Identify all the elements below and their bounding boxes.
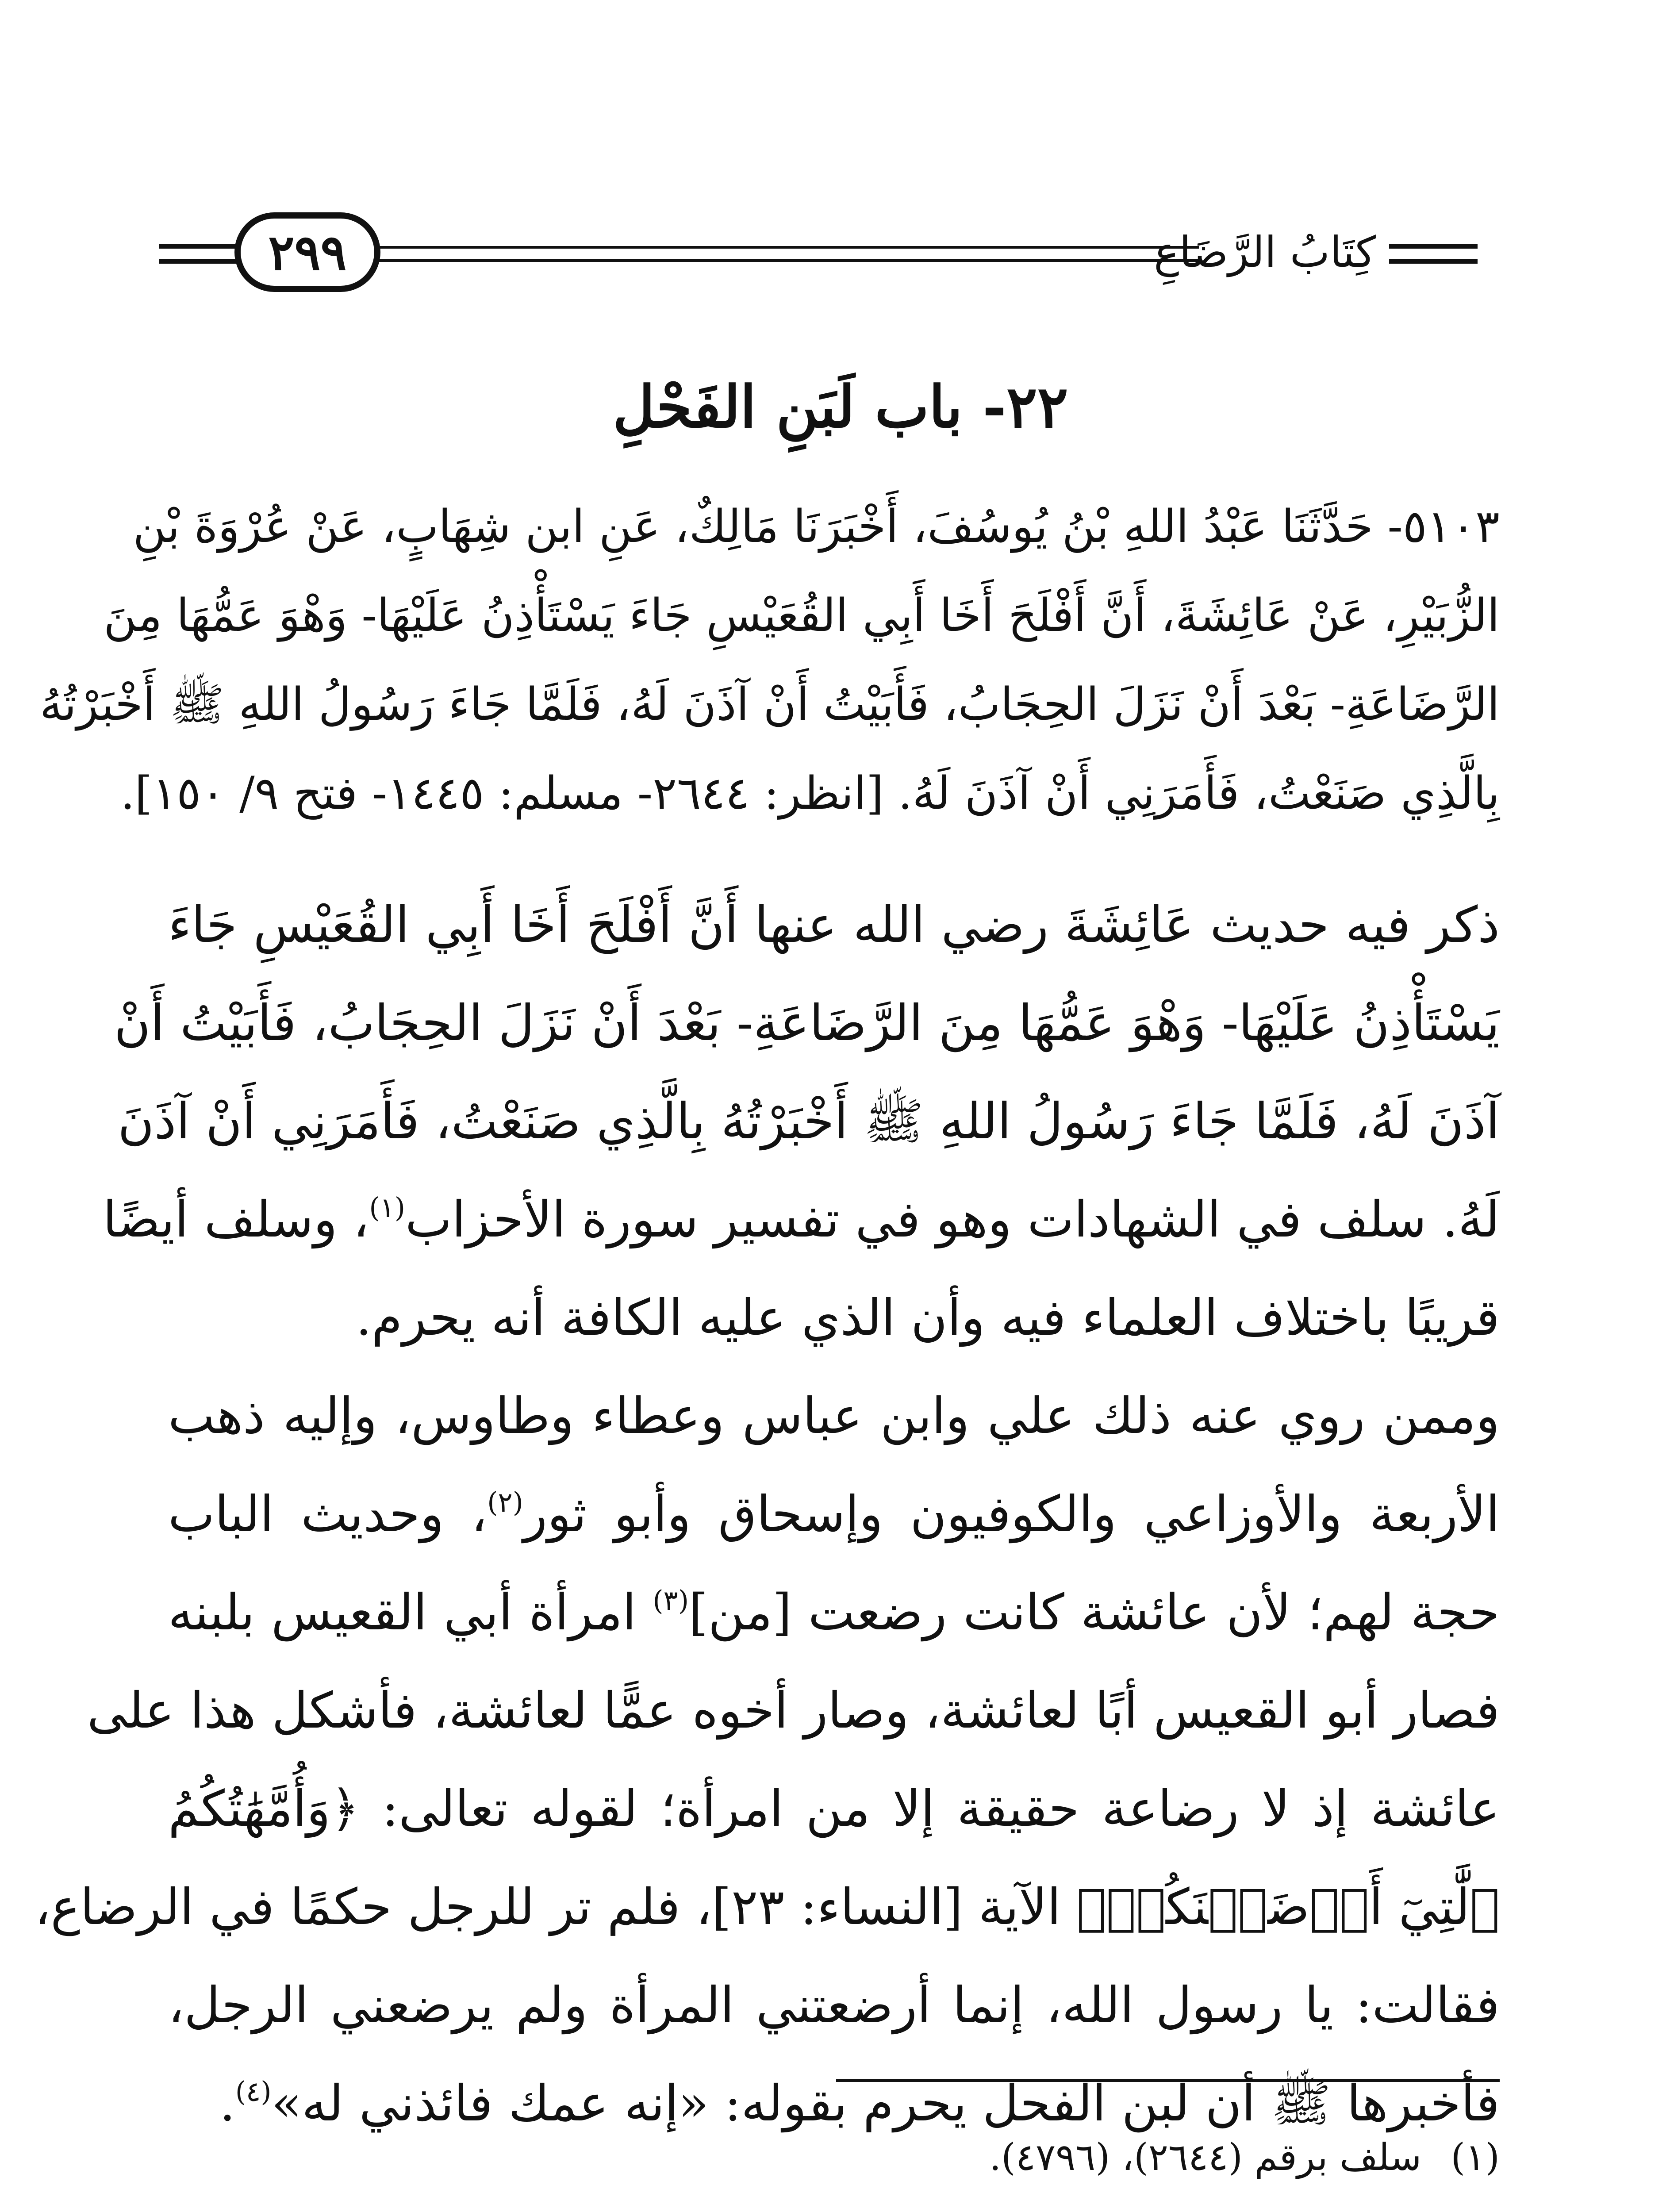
- commentary-line: فقالت: يا رسول الله، إنما أرضعتني المرأة ولم يرضعني الرجل،: [168, 1977, 1500, 2034]
- commentary-line: ذكر فيه حديث عَائِشَةَ رضي الله عنها أَنَّ أَفْلَحَ أَخَا أَبِي القُعَيْسِ جَاءَ: [168, 896, 1500, 954]
- footnote-1: [168, 2119, 1500, 2195]
- footnote-ref[interactable]: (١): [369, 1191, 406, 1224]
- header-rule-middle: [376, 246, 1199, 262]
- commentary-line: ٱلَّٰتِيٓ أَرۡضَعۡنَكُمۡ﴾ الآية [النساء: ٢٣]، فلم تر للرجل حكمًا في الرضاع،: [35, 1878, 1500, 1936]
- commentary-text-run: .: [219, 2075, 235, 2132]
- header-rule-right: [1389, 244, 1478, 264]
- hadith-line: الرَّضَاعَةِ- بَعْدَ أَنْ نَزَلَ الحِجَابُ، فَأَبَيْتُ أَنْ آذَنَ لَهُ، فَلَمَّا جَاءَ رَسُولُ اللهِ ﷺ أَخْبَرْتُهُ: [39, 678, 1500, 731]
- running-title: كِتَابُ الرَّضَاعِ: [1154, 227, 1376, 277]
- commentary-text-run: لَهُ. سلف في الشهادات وهو في تفسير سورة الأحزاب: [405, 1191, 1500, 1248]
- hadith-line: ٥١٠٣- حَدَّثَنَا عَبْدُ اللهِ بْنُ يُوسُفَ، أَخْبَرَنَا مَالِكٌ، عَنِ ابن شِهَابٍ، عَنْ عُرْوَةَ بْنِ: [133, 500, 1500, 553]
- commentary-line: آذَنَ لَهُ، فَلَمَّا جَاءَ رَسُولُ اللهِ ﷺ أَخْبَرْتُهُ بِالَّذِي صَنَعْتُ، فَأَمَرَنِي أَنْ آذَنَ: [118, 1093, 1500, 1150]
- hadith-line: بِالَّذِي صَنَعْتُ، فَأَمَرَنِي أَنْ آذَنَ لَهُ. [انظر: ٢٦٤٤- مسلم: ١٤٤٥- فتح ٩/ ١٥٠].: [120, 767, 1500, 820]
- commentary-text: [35, 876, 1500, 2153]
- page-header: [159, 208, 1478, 296]
- footnote-number: (١): [1451, 2135, 1500, 2179]
- commentary-paragraph-2: [35, 1367, 1500, 2153]
- commentary-line: [103, 1171, 1500, 1269]
- commentary-text-run: حجة لهم؛ لأن عائشة كانت رضعت [من]: [689, 1584, 1500, 1641]
- footnote-number: [1433, 2195, 1500, 2212]
- commentary-paragraph-1: [103, 876, 1500, 1367]
- commentary-line: [168, 1563, 1500, 1662]
- footnotes: [168, 2119, 1500, 2212]
- hadith-text: [39, 482, 1500, 838]
- footnote-ref[interactable]: (٤): [235, 2075, 272, 2108]
- page-number: ٢٩٩: [234, 212, 380, 292]
- footnote-text: سلف برقم (٢٦٤٤)، (٤٧٩٦).: [989, 2135, 1422, 2179]
- commentary-line: [168, 1465, 1500, 1563]
- chapter-heading: ٢٢- باب لَبَنِ الفَحْلِ: [613, 373, 1068, 441]
- commentary-text-run: الأربعة والأوزاعي والكوفيون وإسحاق وأبو ثور: [523, 1486, 1500, 1543]
- commentary-line: فصار أبو القعيس أبًا لعائشة، وصار أخوه عمًّا لعائشة، فأشكل هذا على: [87, 1682, 1500, 1740]
- commentary-line: يَسْتَأْذِنُ عَلَيْهَا- وَهْوَ عَمُّهَا مِنَ الرَّضَاعَةِ- بَعْدَ أَنْ نَزَلَ الحِجَابُ، فَأَبَيْتُ أَنْ: [114, 995, 1500, 1052]
- footnote-2: [168, 2195, 1500, 2212]
- commentary-line: عائشة إذ لا رضاعة حقيقة إلا من امرأة؛ لقوله تعالى: ﴿وَأُمَّهَٰتُكُمُ: [168, 1780, 1500, 1838]
- commentary-text-run: ، وحديث الباب: [168, 1486, 488, 1543]
- commentary-line: وممن روي عنه ذلك علي وابن عباس وعطاء وطاوس، وإليه ذهب: [168, 1387, 1500, 1445]
- commentary-text-run: ، وسلف أيضًا: [103, 1191, 369, 1248]
- footnote-separator: [836, 2079, 1500, 2082]
- commentary-text-run: امرأة أبي القعيس بلبنه: [168, 1584, 653, 1641]
- hadith-line: الزُّبَيْرِ، عَنْ عَائِشَةَ، أَنَّ أَفْلَحَ أَخَا أَبِي القُعَيْسِ جَاءَ يَسْتَأْذِنُ عَلَيْهَا- وَهْوَ عَمُّهَا مِنَ: [104, 589, 1500, 642]
- footnote-ref[interactable]: (٢): [487, 1486, 523, 1518]
- footnote-ref[interactable]: (٣): [653, 1584, 689, 1617]
- commentary-line: قريبًا باختلاف العلماء فيه وأن الذي عليه الكافة أنه يحرم.: [356, 1289, 1500, 1347]
- commentary-text-run: فأخبرها ﷺ أن لبن الفحل يحرم بقوله: «إنه عمك فائذني له»: [271, 2075, 1500, 2132]
